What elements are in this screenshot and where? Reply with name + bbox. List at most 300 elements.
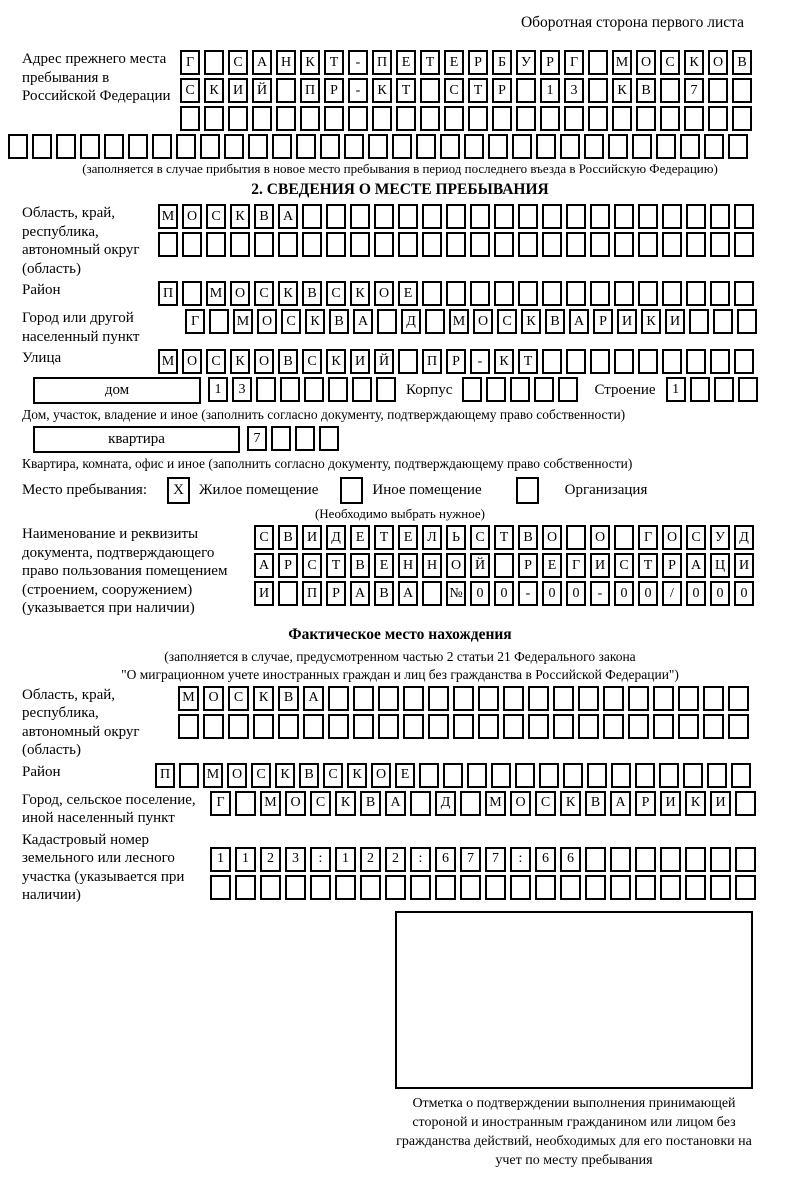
form-cell[interactable] xyxy=(302,232,322,257)
form-cell[interactable]: О xyxy=(374,281,394,306)
form-cell[interactable] xyxy=(328,714,349,739)
form-cell[interactable] xyxy=(662,281,682,306)
form-cell[interactable] xyxy=(304,377,324,402)
form-cell[interactable]: С xyxy=(251,763,271,788)
form-cell[interactable] xyxy=(464,134,484,159)
form-cell[interactable] xyxy=(422,581,442,606)
form-cell[interactable] xyxy=(680,134,700,159)
form-cell[interactable] xyxy=(178,714,199,739)
form-cell[interactable] xyxy=(470,232,490,257)
form-cell[interactable] xyxy=(435,875,456,900)
form-cell[interactable] xyxy=(374,232,394,257)
form-cell[interactable]: И xyxy=(710,791,731,816)
form-cell[interactable] xyxy=(590,232,610,257)
form-cell[interactable]: Й xyxy=(470,553,490,578)
form-cell[interactable]: М xyxy=(233,309,253,334)
form-cell[interactable]: 6 xyxy=(535,847,556,872)
form-cell[interactable]: К xyxy=(350,281,370,306)
form-cell[interactable]: А xyxy=(254,553,274,578)
form-cell[interactable]: : xyxy=(410,847,431,872)
form-cell[interactable] xyxy=(485,875,506,900)
form-cell[interactable]: О xyxy=(542,525,562,550)
form-cell[interactable]: Б xyxy=(492,50,512,75)
form-cell[interactable] xyxy=(734,204,754,229)
form-cell[interactable]: К xyxy=(204,78,224,103)
form-cell[interactable]: А xyxy=(278,204,298,229)
form-cell[interactable] xyxy=(206,232,226,257)
form-cell[interactable]: - xyxy=(518,581,538,606)
form-cell[interactable]: Й xyxy=(374,349,394,374)
form-cell[interactable] xyxy=(230,232,250,257)
form-cell[interactable] xyxy=(734,232,754,257)
form-cell[interactable] xyxy=(440,134,460,159)
form-cell[interactable]: А xyxy=(353,309,373,334)
form-cell[interactable] xyxy=(494,553,514,578)
form-cell[interactable] xyxy=(614,525,634,550)
form-cell[interactable] xyxy=(335,875,356,900)
form-cell[interactable]: П xyxy=(158,281,178,306)
form-cell[interactable] xyxy=(374,204,394,229)
form-cell[interactable] xyxy=(179,763,199,788)
form-cell[interactable] xyxy=(8,134,28,159)
form-cell[interactable] xyxy=(491,763,511,788)
form-cell[interactable]: 7 xyxy=(460,847,481,872)
form-cell[interactable] xyxy=(660,875,681,900)
form-cell[interactable]: 7 xyxy=(485,847,506,872)
form-cell[interactable]: 2 xyxy=(360,847,381,872)
form-cell[interactable]: Р xyxy=(446,349,466,374)
form-cell[interactable] xyxy=(353,686,374,711)
form-cell[interactable]: А xyxy=(610,791,631,816)
form-cell[interactable] xyxy=(350,204,370,229)
form-cell[interactable] xyxy=(453,714,474,739)
form-cell[interactable] xyxy=(303,714,324,739)
form-cell[interactable] xyxy=(614,204,634,229)
form-cell[interactable]: А xyxy=(398,581,418,606)
form-cell[interactable] xyxy=(210,875,231,900)
form-cell[interactable] xyxy=(328,377,348,402)
form-cell[interactable] xyxy=(158,232,178,257)
form-cell[interactable]: В xyxy=(350,553,370,578)
form-cell[interactable] xyxy=(710,281,730,306)
form-cell[interactable]: К xyxy=(612,78,632,103)
form-cell[interactable]: А xyxy=(569,309,589,334)
form-cell[interactable]: Е xyxy=(396,50,416,75)
form-cell[interactable]: С xyxy=(206,204,226,229)
form-cell[interactable] xyxy=(410,791,431,816)
form-cell[interactable] xyxy=(462,377,482,402)
form-cell[interactable] xyxy=(468,106,488,131)
form-cell[interactable]: М xyxy=(612,50,632,75)
form-cell[interactable] xyxy=(734,349,754,374)
form-cell[interactable] xyxy=(348,106,368,131)
form-cell[interactable] xyxy=(678,714,699,739)
form-cell[interactable] xyxy=(518,281,538,306)
form-cell[interactable]: К xyxy=(372,78,392,103)
form-cell[interactable] xyxy=(560,875,581,900)
form-cell[interactable] xyxy=(446,232,466,257)
form-cell[interactable] xyxy=(368,134,388,159)
form-cell[interactable]: С xyxy=(614,553,634,578)
form-cell[interactable] xyxy=(540,106,560,131)
form-cell[interactable]: Е xyxy=(542,553,562,578)
form-cell[interactable] xyxy=(710,875,731,900)
form-cell[interactable] xyxy=(278,581,298,606)
form-cell[interactable] xyxy=(453,686,474,711)
form-cell[interactable]: 0 xyxy=(494,581,514,606)
form-cell[interactable]: С xyxy=(228,50,248,75)
form-cell[interactable] xyxy=(209,309,229,334)
form-cell[interactable]: 1 xyxy=(210,847,231,872)
form-cell[interactable]: Т xyxy=(638,553,658,578)
form-cell[interactable]: В xyxy=(518,525,538,550)
form-cell[interactable] xyxy=(735,791,756,816)
form-cell[interactable] xyxy=(686,204,706,229)
form-cell[interactable]: С xyxy=(323,763,343,788)
form-cell[interactable] xyxy=(704,134,724,159)
form-cell[interactable]: Г xyxy=(180,50,200,75)
form-cell[interactable] xyxy=(446,281,466,306)
form-cell[interactable] xyxy=(660,78,680,103)
form-cell[interactable] xyxy=(422,281,442,306)
form-cell[interactable] xyxy=(419,763,439,788)
form-cell[interactable] xyxy=(731,763,751,788)
form-cell[interactable]: М xyxy=(206,281,226,306)
form-cell[interactable] xyxy=(584,134,604,159)
form-cell[interactable]: - xyxy=(590,581,610,606)
form-cell[interactable]: Д xyxy=(734,525,754,550)
form-cell[interactable] xyxy=(410,875,431,900)
form-cell[interactable] xyxy=(638,204,658,229)
form-cell[interactable] xyxy=(128,134,148,159)
form-cell[interactable] xyxy=(528,714,549,739)
form-cell[interactable] xyxy=(204,50,224,75)
form-cell[interactable] xyxy=(710,349,730,374)
form-cell[interactable] xyxy=(528,686,549,711)
form-cell[interactable] xyxy=(587,763,607,788)
form-cell[interactable] xyxy=(278,714,299,739)
form-cell[interactable]: Т xyxy=(420,50,440,75)
form-cell[interactable] xyxy=(603,714,624,739)
form-cell[interactable]: 6 xyxy=(435,847,456,872)
form-cell[interactable] xyxy=(296,134,316,159)
form-cell[interactable]: К xyxy=(347,763,367,788)
form-cell[interactable]: 0 xyxy=(542,581,562,606)
form-cell[interactable] xyxy=(542,232,562,257)
form-cell[interactable]: - xyxy=(348,78,368,103)
form-cell[interactable] xyxy=(182,232,202,257)
form-cell[interactable]: Е xyxy=(374,553,394,578)
form-cell[interactable] xyxy=(612,106,632,131)
form-cell[interactable] xyxy=(659,763,679,788)
form-cell[interactable]: К xyxy=(305,309,325,334)
form-cell[interactable]: 0 xyxy=(470,581,490,606)
form-cell[interactable]: И xyxy=(254,581,274,606)
form-cell[interactable] xyxy=(703,686,724,711)
form-cell[interactable] xyxy=(272,134,292,159)
form-cell[interactable] xyxy=(660,106,680,131)
form-cell[interactable]: С xyxy=(180,78,200,103)
form-cell[interactable] xyxy=(396,106,416,131)
form-cell[interactable] xyxy=(566,525,586,550)
form-cell[interactable]: 0 xyxy=(734,581,754,606)
form-cell[interactable] xyxy=(376,377,396,402)
form-cell[interactable]: К xyxy=(641,309,661,334)
form-cell[interactable]: И xyxy=(590,553,610,578)
form-cell[interactable]: К xyxy=(278,281,298,306)
form-cell[interactable]: А xyxy=(350,581,370,606)
form-cell[interactable] xyxy=(295,426,315,451)
form-cell[interactable] xyxy=(534,377,554,402)
form-cell[interactable] xyxy=(398,349,418,374)
form-cell[interactable]: 0 xyxy=(638,581,658,606)
form-cell[interactable] xyxy=(422,232,442,257)
form-cell[interactable] xyxy=(686,281,706,306)
form-cell[interactable] xyxy=(614,349,634,374)
form-cell[interactable]: - xyxy=(348,50,368,75)
form-cell[interactable] xyxy=(603,686,624,711)
form-cell[interactable] xyxy=(470,281,490,306)
form-cell[interactable] xyxy=(516,106,536,131)
form-cell[interactable]: Л xyxy=(422,525,442,550)
form-cell[interactable] xyxy=(628,714,649,739)
form-cell[interactable] xyxy=(300,106,320,131)
form-cell[interactable] xyxy=(728,686,749,711)
form-cell[interactable] xyxy=(635,763,655,788)
form-cell[interactable] xyxy=(224,134,244,159)
form-cell[interactable] xyxy=(152,134,172,159)
form-cell[interactable] xyxy=(319,426,339,451)
form-cell[interactable]: Р xyxy=(662,553,682,578)
form-cell[interactable]: М xyxy=(158,349,178,374)
form-cell[interactable]: Р xyxy=(326,581,346,606)
form-cell[interactable] xyxy=(271,426,291,451)
form-cell[interactable]: В xyxy=(278,525,298,550)
form-cell[interactable]: / xyxy=(662,581,682,606)
form-cell[interactable]: Е xyxy=(395,763,415,788)
form-cell[interactable] xyxy=(590,349,610,374)
form-cell[interactable]: Г xyxy=(564,50,584,75)
form-cell[interactable]: И xyxy=(302,525,322,550)
form-cell[interactable] xyxy=(662,232,682,257)
form-cell[interactable] xyxy=(536,134,556,159)
form-cell[interactable]: О xyxy=(182,349,202,374)
form-cell[interactable] xyxy=(326,204,346,229)
form-cell[interactable] xyxy=(443,763,463,788)
form-cell[interactable]: П xyxy=(155,763,175,788)
form-cell[interactable]: : xyxy=(310,847,331,872)
form-cell[interactable] xyxy=(585,875,606,900)
form-cell[interactable] xyxy=(460,791,481,816)
form-cell[interactable] xyxy=(590,281,610,306)
form-cell[interactable]: П xyxy=(300,78,320,103)
form-cell[interactable] xyxy=(425,309,445,334)
form-cell[interactable]: Н xyxy=(276,50,296,75)
form-cell[interactable] xyxy=(428,686,449,711)
form-cell[interactable] xyxy=(558,377,578,402)
form-cell[interactable]: Н xyxy=(398,553,418,578)
form-cell[interactable]: К xyxy=(300,50,320,75)
form-cell[interactable] xyxy=(324,106,344,131)
form-cell[interactable] xyxy=(446,204,466,229)
form-cell[interactable] xyxy=(653,714,674,739)
form-cell[interactable]: Р xyxy=(492,78,512,103)
form-cell[interactable] xyxy=(735,847,756,872)
form-cell[interactable]: К xyxy=(275,763,295,788)
form-cell[interactable]: В xyxy=(302,281,322,306)
form-cell[interactable] xyxy=(708,106,728,131)
form-cell[interactable]: Р xyxy=(324,78,344,103)
form-cell[interactable] xyxy=(494,232,514,257)
form-cell[interactable]: С xyxy=(660,50,680,75)
form-cell[interactable] xyxy=(403,714,424,739)
form-cell[interactable]: М xyxy=(485,791,506,816)
form-cell[interactable]: К xyxy=(230,204,250,229)
form-cell[interactable]: В xyxy=(585,791,606,816)
form-cell[interactable] xyxy=(588,106,608,131)
form-cell[interactable] xyxy=(653,686,674,711)
form-cell[interactable] xyxy=(494,281,514,306)
form-cell[interactable] xyxy=(200,134,220,159)
form-cell[interactable]: Т xyxy=(468,78,488,103)
form-cell[interactable]: - xyxy=(470,349,490,374)
form-cell[interactable] xyxy=(392,134,412,159)
form-cell[interactable]: Е xyxy=(398,281,418,306)
form-cell[interactable] xyxy=(638,232,658,257)
form-cell[interactable]: 1 xyxy=(335,847,356,872)
form-cell[interactable]: А xyxy=(303,686,324,711)
form-cell[interactable] xyxy=(486,377,506,402)
form-cell[interactable]: Е xyxy=(398,525,418,550)
form-cell[interactable]: Д xyxy=(435,791,456,816)
form-cell[interactable] xyxy=(378,714,399,739)
form-cell[interactable]: В xyxy=(374,581,394,606)
form-cell[interactable] xyxy=(737,309,757,334)
form-cell[interactable] xyxy=(686,232,706,257)
form-cell[interactable] xyxy=(104,134,124,159)
form-cell[interactable] xyxy=(467,763,487,788)
form-cell[interactable] xyxy=(235,875,256,900)
form-cell[interactable]: О xyxy=(662,525,682,550)
form-cell[interactable]: О xyxy=(473,309,493,334)
form-cell[interactable]: М xyxy=(260,791,281,816)
form-cell[interactable] xyxy=(353,714,374,739)
form-cell[interactable] xyxy=(398,232,418,257)
form-cell[interactable]: С xyxy=(686,525,706,550)
form-cell[interactable]: Т xyxy=(396,78,416,103)
form-cell[interactable]: В xyxy=(360,791,381,816)
form-cell[interactable] xyxy=(360,875,381,900)
form-cell[interactable]: В xyxy=(636,78,656,103)
form-cell[interactable] xyxy=(535,875,556,900)
form-cell[interactable]: В xyxy=(299,763,319,788)
form-cell[interactable] xyxy=(707,763,727,788)
checkbox-other-premises[interactable] xyxy=(340,477,363,504)
form-cell[interactable] xyxy=(302,204,322,229)
form-cell[interactable]: С xyxy=(254,525,274,550)
form-cell[interactable] xyxy=(703,714,724,739)
form-cell[interactable] xyxy=(689,309,709,334)
form-cell[interactable]: С xyxy=(228,686,249,711)
form-cell[interactable]: С xyxy=(535,791,556,816)
form-cell[interactable]: П xyxy=(372,50,392,75)
form-cell[interactable] xyxy=(235,791,256,816)
form-cell[interactable] xyxy=(710,232,730,257)
form-cell[interactable] xyxy=(685,875,706,900)
form-cell[interactable] xyxy=(635,875,656,900)
form-cell[interactable]: 1 xyxy=(208,377,228,402)
form-cell[interactable]: Р xyxy=(278,553,298,578)
form-cell[interactable] xyxy=(610,847,631,872)
form-cell[interactable] xyxy=(494,204,514,229)
form-cell[interactable]: С xyxy=(206,349,226,374)
form-cell[interactable]: Р xyxy=(635,791,656,816)
form-cell[interactable] xyxy=(352,377,372,402)
form-cell[interactable]: Р xyxy=(540,50,560,75)
form-cell[interactable]: Е xyxy=(444,50,464,75)
form-cell[interactable] xyxy=(590,204,610,229)
form-cell[interactable]: 7 xyxy=(247,426,267,451)
form-cell[interactable]: О xyxy=(446,553,466,578)
form-cell[interactable] xyxy=(566,204,586,229)
form-cell[interactable] xyxy=(180,106,200,131)
form-cell[interactable] xyxy=(686,349,706,374)
form-cell[interactable]: С xyxy=(497,309,517,334)
form-cell[interactable]: К xyxy=(230,349,250,374)
form-cell[interactable] xyxy=(478,714,499,739)
form-cell[interactable]: П xyxy=(302,581,322,606)
form-cell[interactable] xyxy=(344,134,364,159)
form-cell[interactable]: М xyxy=(178,686,199,711)
form-cell[interactable]: О xyxy=(257,309,277,334)
form-cell[interactable] xyxy=(372,106,392,131)
form-cell[interactable] xyxy=(248,134,268,159)
form-cell[interactable]: О xyxy=(636,50,656,75)
form-cell[interactable]: О xyxy=(371,763,391,788)
form-cell[interactable]: 1 xyxy=(540,78,560,103)
form-cell[interactable] xyxy=(636,106,656,131)
form-cell[interactable] xyxy=(588,78,608,103)
form-cell[interactable] xyxy=(403,686,424,711)
form-cell[interactable]: О xyxy=(230,281,250,306)
form-cell[interactable] xyxy=(470,204,490,229)
form-cell[interactable] xyxy=(542,204,562,229)
form-cell[interactable]: О xyxy=(510,791,531,816)
form-cell[interactable]: Т xyxy=(326,553,346,578)
form-cell[interactable] xyxy=(710,847,731,872)
form-cell[interactable]: 0 xyxy=(710,581,730,606)
form-cell[interactable] xyxy=(176,134,196,159)
form-cell[interactable] xyxy=(80,134,100,159)
form-cell[interactable] xyxy=(566,232,586,257)
form-cell[interactable]: А xyxy=(686,553,706,578)
form-cell[interactable]: К xyxy=(326,349,346,374)
form-cell[interactable]: Р xyxy=(593,309,613,334)
form-cell[interactable] xyxy=(420,106,440,131)
form-cell[interactable]: В xyxy=(254,204,274,229)
form-cell[interactable] xyxy=(378,686,399,711)
form-cell[interactable] xyxy=(678,686,699,711)
form-cell[interactable]: У xyxy=(516,50,536,75)
form-cell[interactable] xyxy=(203,714,224,739)
form-cell[interactable] xyxy=(714,377,734,402)
form-cell[interactable]: 0 xyxy=(614,581,634,606)
form-cell[interactable]: С xyxy=(326,281,346,306)
form-cell[interactable]: Е xyxy=(350,525,370,550)
form-cell[interactable]: О xyxy=(285,791,306,816)
form-cell[interactable] xyxy=(735,875,756,900)
form-cell[interactable] xyxy=(728,714,749,739)
